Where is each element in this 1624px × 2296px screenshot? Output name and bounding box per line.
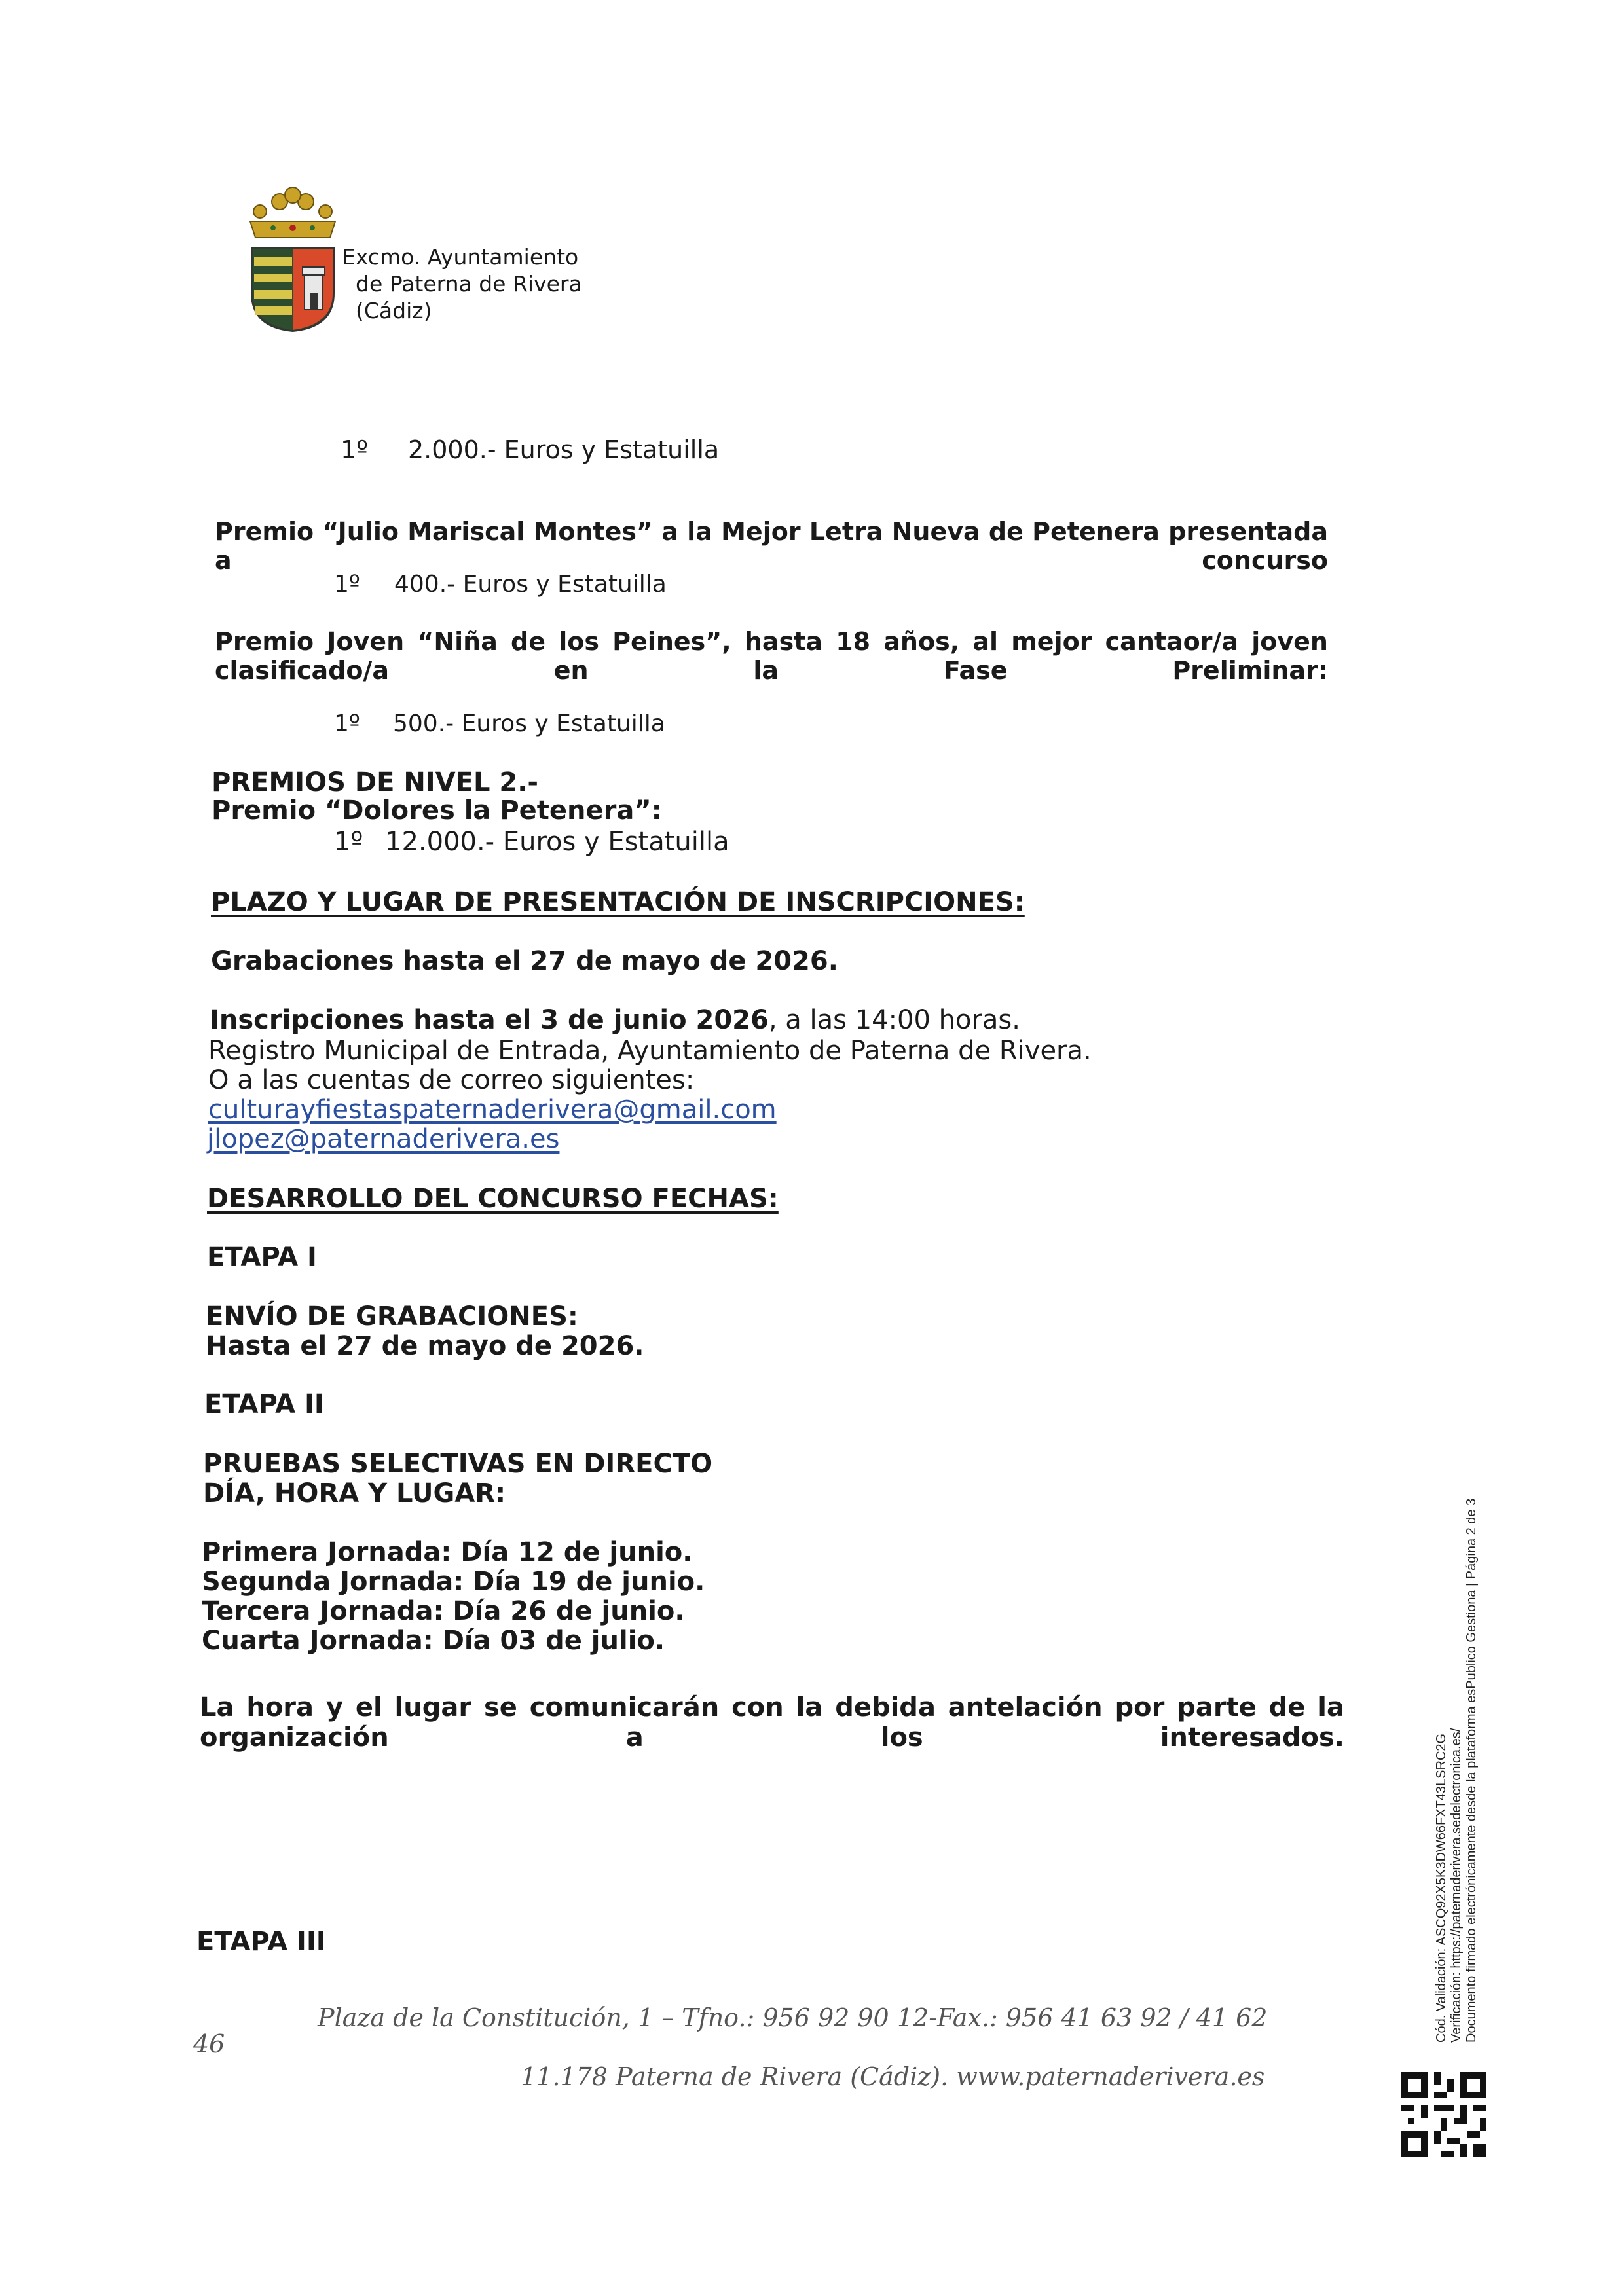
etapa-2-heading: ETAPA II	[204, 1389, 324, 1419]
prize-joven-title: Premio Joven “Niña de los Peines”, hasta 18 años, al mejor cantaor/a joven clasificado/a en la Fase Preliminar:	[215, 627, 1328, 685]
coat-of-arms-icon	[244, 175, 342, 333]
page-number: 46	[193, 2030, 225, 2058]
prize-amount: 2.000.- Euros y Estatuilla	[408, 435, 720, 464]
organizacion-note: La hora y el lugar se comunicarán con la debida antelación por parte de la organización a los interesados.	[200, 1692, 1344, 1753]
validation-url: Verificación: https://paternaderivera.sedelectronica.es/	[1449, 1728, 1464, 2043]
jornada-item: Segunda Jornada: Día 19 de junio.	[202, 1567, 705, 1597]
header-line-3: (Cádiz)	[356, 298, 432, 323]
prize-joven-amount: 500.- Euros y Estatuilla	[393, 710, 665, 737]
prize-julio-amount: 400.- Euros y Estatuilla	[394, 571, 667, 598]
premios-nivel-2-heading: PREMIOS DE NIVEL 2.-	[212, 767, 539, 797]
header-line-2: de Paterna de Rivera	[356, 271, 582, 297]
prize-place: 1º	[341, 435, 369, 464]
inscripciones-heading: PLAZO Y LUGAR DE PRESENTACIÓN DE INSCRIPCIONES:	[211, 887, 1025, 917]
prize-julio-place: 1º	[334, 571, 360, 598]
inscripciones-deadline-bold: Inscripciones hasta el 3 de junio 2026	[210, 1005, 769, 1035]
etapa-1-heading: ETAPA I	[207, 1242, 317, 1272]
validation-code: Cód. Validación: ASCQ92X5K3DW66FXT43LSRC2G	[1434, 1733, 1449, 2043]
envio-grabaciones-date: Hasta el 27 de mayo de 2026.	[206, 1331, 644, 1361]
grabaciones-deadline: Grabaciones hasta el 27 de mayo de 2026.	[211, 946, 838, 976]
header-line-1: Excmo. Ayuntamiento	[342, 244, 579, 270]
footer-city-web: 11.178 Paterna de Rivera (Cádiz). www.paternaderivera.es	[521, 2062, 1265, 2091]
jornada-item: Cuarta Jornada: Día 03 de julio.	[202, 1626, 665, 1656]
email-link-cultura[interactable]: culturayfiestaspaternaderivera@gmail.com	[208, 1095, 777, 1125]
desarrollo-heading: DESARROLLO DEL CONCURSO FECHAS:	[207, 1184, 779, 1214]
premio-dolores-place: 1º	[334, 827, 363, 857]
validation-signature: Documento firmado electrónicamente desde la plataforma esPublico Gestiona | Página 2 de 3	[1464, 1498, 1479, 2043]
inscripciones-deadline-time: , a las 14:00 horas.	[768, 1005, 1020, 1035]
correo-intro: O a las cuentas de correo siguientes:	[208, 1065, 695, 1095]
validation-sidebar	[1434, 1499, 1479, 2043]
jornada-item: Tercera Jornada: Día 26 de junio.	[202, 1596, 685, 1626]
premio-dolores-title: Premio “Dolores la Petenera”:	[212, 795, 662, 826]
etapa-3-heading: ETAPA III	[196, 1927, 326, 1957]
email-link-jlopez[interactable]: jlopez@paternaderivera.es	[207, 1124, 560, 1154]
pruebas-title: PRUEBAS SELECTIVAS EN DIRECTO	[203, 1449, 713, 1479]
inscripciones-deadline	[210, 1005, 1020, 1035]
prize-julio-title: Premio “Julio Mariscal Montes” a la Mejor Letra Nueva de Petenera presentada a concurso	[215, 517, 1328, 575]
jornada-item: Primera Jornada: Día 12 de junio.	[202, 1537, 693, 1567]
envio-grabaciones-title: ENVÍO DE GRABACIONES:	[206, 1302, 578, 1332]
pruebas-subtitle: DÍA, HORA Y LUGAR:	[203, 1478, 506, 1508]
prize-joven-place: 1º	[334, 710, 360, 737]
qr-code-icon[interactable]	[1401, 2072, 1486, 2157]
footer-address: Plaza de la Constitución, 1 – Tfno.: 956 92 90 12-Fax.: 956 41 63 92 / 41 62	[318, 2003, 1268, 2032]
registro-text: Registro Municipal de Entrada, Ayuntamiento de Paterna de Rivera.	[208, 1036, 1092, 1066]
premio-dolores-amount: 12.000.- Euros y Estatuilla	[385, 827, 729, 857]
